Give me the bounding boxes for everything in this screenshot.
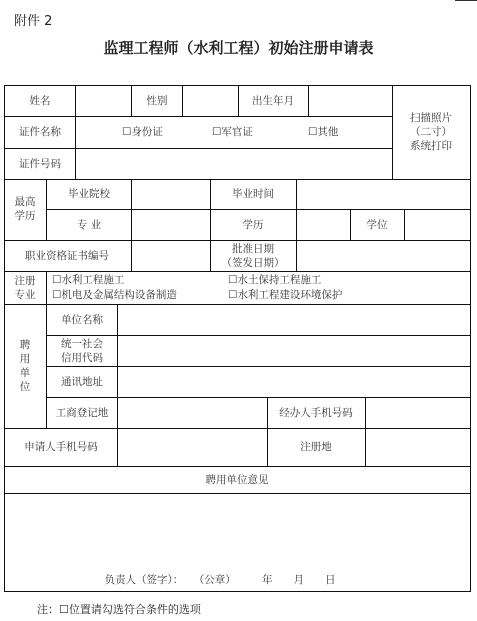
applicant-phone-label: 申请人手机号码 — [24, 440, 98, 453]
id-type-label: 证件名称 — [19, 125, 61, 138]
education-label — [15, 195, 36, 223]
employer-line-4: 位 — [19, 381, 31, 393]
id-option-other[interactable]: ☐其他 — [308, 125, 339, 138]
employer-opinion-label: 聘用单位意见 — [205, 473, 269, 486]
major-label: 专 业 — [76, 218, 102, 231]
approval-date-label — [222, 242, 285, 270]
employer-line-3: 单 — [19, 367, 31, 379]
major-option-mech-electrical[interactable]: ☐机电及金属结构设备制造 — [52, 288, 177, 301]
signature-line: 负责人（签字）： （公章） 年 月 日 — [104, 573, 336, 586]
major-option-soil-conservation[interactable]: ☐水土保持工程施工 — [228, 273, 322, 286]
handler-phone-label: 经办人手机号码 — [279, 406, 353, 419]
address-label: 通讯地址 — [61, 375, 103, 388]
attachment-label: 附件 2 — [14, 14, 53, 29]
degree-edu-label: 学历 — [242, 218, 264, 231]
school-label: 毕业院校 — [68, 187, 110, 200]
top-rule — [455, 0, 477, 1]
credit-code-label — [61, 337, 103, 365]
photo-line-3: 系统打印 — [410, 140, 452, 152]
birth-label: 出生年月 — [252, 94, 294, 107]
biz-reg-place-label: 工商登记地 — [55, 406, 109, 419]
major-option-construction[interactable]: ☐水利工程施工 — [52, 273, 125, 286]
credit-code-line-2: 信用代码 — [61, 352, 103, 364]
reg-major-label — [15, 274, 36, 302]
reg-place-label: 注册地 — [300, 440, 332, 453]
id-number-label: 证件号码 — [19, 157, 61, 170]
reg-major-line-2: 专业 — [14, 289, 36, 301]
form-title: 监理工程师（水利工程）初始注册申请表 — [103, 39, 374, 57]
unit-name-label: 单位名称 — [61, 313, 103, 326]
credit-code-line-1: 统一社会 — [61, 338, 103, 350]
name-label: 姓名 — [29, 94, 51, 107]
reg-major-line-1: 注册 — [14, 275, 36, 287]
major-option-environment[interactable]: ☐水利工程建设环境保护 — [228, 288, 343, 301]
photo-line-1: 扫描照片 — [410, 112, 452, 124]
grad-time-label: 毕业时间 — [232, 187, 274, 200]
footnote: 注：☐位置请勾选符合条件的选项 — [37, 603, 201, 616]
employer-line-2: 用 — [19, 353, 31, 365]
employer-line-1: 聘 — [19, 339, 31, 351]
photo-placeholder — [410, 111, 452, 153]
approval-line-1: 批准日期 — [232, 243, 274, 255]
id-option-officer[interactable]: ☐军官证 — [212, 125, 253, 138]
degree-label: 学位 — [366, 218, 388, 231]
gender-label: 性别 — [146, 94, 168, 107]
cert-number-label: 职业资格证书编号 — [25, 249, 109, 262]
education-line-1: 最高 — [14, 196, 36, 208]
approval-line-2: （签发日期） — [221, 257, 285, 269]
id-option-idcard[interactable]: ☐身份证 — [122, 125, 163, 138]
education-line-2: 学历 — [14, 210, 36, 222]
employer-label — [20, 338, 31, 394]
photo-line-2: （二寸） — [410, 126, 452, 138]
